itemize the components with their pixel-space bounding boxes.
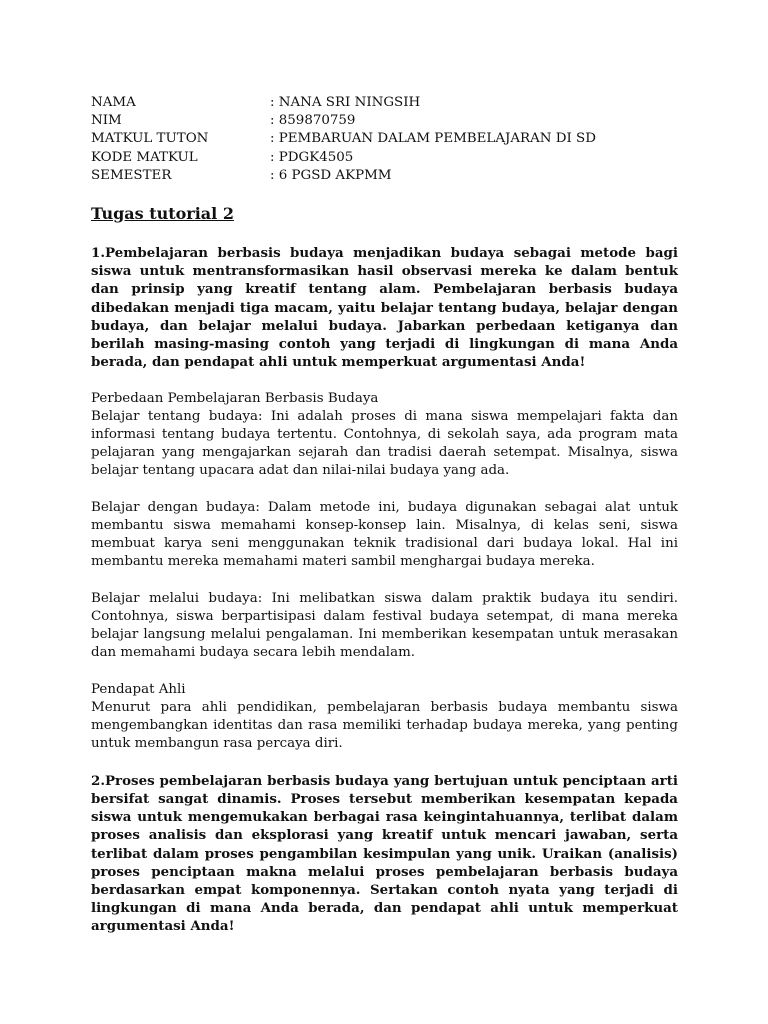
info-label: NIM <box>91 113 122 129</box>
question-2: 2.Proses pembelajaran berbasis budaya yang bertujuan untuk penciptaan arti bersifat sangat dinamis. Proses tersebut memberikan kesempatan kepada siswa untuk mengemukakan berbagai rasa keingintahuannya, terlibat dalam proses analisis dan eksplorasi yang kreatif untuk mencari jawaban, serta terlibat dalam proses pengambilan kesimpulan yang unik. Uraikan (analisis) proses penciptaan makna melalui proses pembelajaran berbasis budaya berdasarkan empat komponennya. Sertakan contoh nyata yang terjadi di lingkungan di mana Anda berada, dan pendapat ahli untuk memperkuat argumentasi Anda! <box>91 772 678 935</box>
question-1: 1.Pembelajaran berbasis budaya menjadikan budaya sebagai metode bagi siswa untuk mentransformasikan hasil observasi mereka ke dalam bentuk dan prinsip yang kreatif tentang alam. Pembelajaran berbasis budaya dibedakan menjadi tiga macam, yaitu belajar tentang budaya, belajar dengan budaya, dan belajar melalui budaya. Jabarkan perbedaan ketiganya dan berilah masing-masing contoh yang terjadi di lingkungan di mana Anda berada, dan pendapat ahli untuk memperkuat argumentasi Anda! <box>91 245 678 371</box>
answer-learning-through-culture: Belajar melalui budaya: Ini melibatkan siswa dalam praktik budaya itu sendiri. Contohnya, siswa berpartisipasi dalam festival budaya setempat, di mana mereka belajar langsung melalui pengalaman. Ini memberikan kesempatan untuk merasakan dan memahami budaya secara lebih mendalam. <box>91 590 678 661</box>
info-row-course <box>91 130 691 148</box>
info-value: : PDGK4505 <box>270 149 354 165</box>
info-value: : PEMBARUAN DALAM PEMBELAJARAN DI SD <box>270 131 596 147</box>
info-row-semester <box>91 167 691 185</box>
info-label: NAMA <box>91 95 136 110</box>
info-value: : NANA SRI NINGSIH <box>270 95 421 110</box>
student-info-header <box>91 94 691 185</box>
answer-expert-opinion: Menurut para ahli pendidikan, pembelajaran berbasis budaya membantu siswa mengembangkan identitas dan rasa memiliki terhadap budaya mereka, yang penting untuk membangun rasa percaya diri. <box>91 700 678 752</box>
info-label: SEMESTER <box>91 167 172 183</box>
info-label: MATKUL TUTON <box>91 131 209 147</box>
document-body <box>91 244 678 936</box>
info-label: KODE MATKUL <box>91 149 198 165</box>
answer-learning-with-culture: Belajar dengan budaya: Dalam metode ini, budaya digunakan sebagai alat untuk membantu siswa memahami konsep-konsep lain. Misalnya, di kelas seni, siswa membuat karya seni menggunakan teknik tradisional dari budaya lokal. Hal ini membantu mereka memahami materi sambil menghargai budaya mereka. <box>91 499 678 570</box>
info-row-nim <box>91 112 691 130</box>
answer-learning-about-culture: Belajar tentang budaya: Ini adalah proses di mana siswa mempelajari fakta dan informasi tentang budaya tertentu. Contohnya, di sekolah saya, ada program mata pelajaran yang mengajarkan sejarah dan tradisi daerah setempat. Misalnya, siswa belajar tentang upacara adat dan nilai-nilai budaya yang ada. <box>91 408 678 479</box>
info-row-name <box>91 94 691 112</box>
info-value: : 6 PGSD AKPMM <box>270 167 392 183</box>
document-title: Tugas tutorial 2 <box>91 204 234 223</box>
info-value: : 859870759 <box>270 113 356 129</box>
answer-heading-differences: Perbedaan Pembelajaran Berbasis Budaya <box>91 390 379 406</box>
info-row-course-code <box>91 149 691 167</box>
answer-heading-expert: Pendapat Ahli <box>91 681 186 697</box>
